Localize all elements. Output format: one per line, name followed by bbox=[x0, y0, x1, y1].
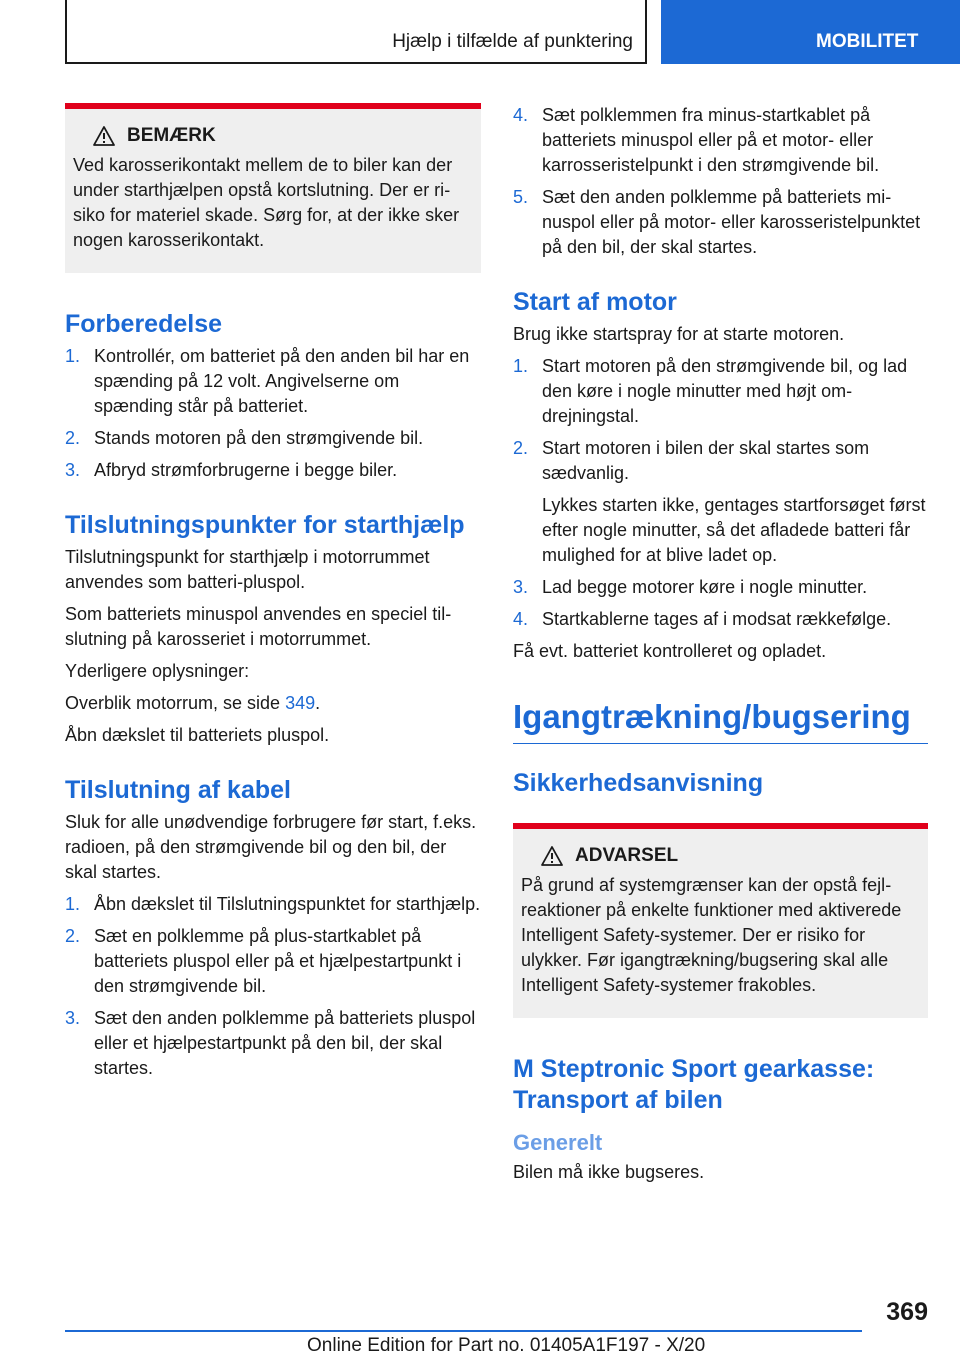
list-subtext: Lykkes starten ikke, gentages startforsøget først efter nogle minutter, så det afladede batteri får mulighed for at blive ladet op. bbox=[542, 495, 926, 565]
list-item: 1. Start motoren på den strømgivende bil, og lad den køre i nogle minutter med højt omdrejningstal. bbox=[513, 356, 908, 426]
warning-icon bbox=[93, 126, 115, 146]
cable-list bbox=[65, 892, 481, 1081]
list-item: 1. Kontrollér, om batteriet på den anden bil har en spænding på 12 volt. Angivelserne om spænding står på batteriet. bbox=[65, 346, 470, 416]
paragraph: Åbn dækslet til batteriets pluspol. bbox=[65, 725, 330, 745]
list-item: 2. Start motoren i bilen der skal startes som sædvanlig. Lykkes starten ikke, gentages startforsøget først efter nogle minutter, så det afladede batteri får mulighed for at blive ladet op. bbox=[513, 436, 928, 568]
list-item: 4. Startkablerne tages af i modsat rækkefølge. bbox=[513, 609, 892, 629]
list-item: 3. Afbryd strømforbrugerne i begge biler. bbox=[65, 460, 398, 480]
paragraph-with-link: Overblik motorrum, se side 349. bbox=[65, 693, 321, 713]
heading-towing: Igangtrækning/bugsering bbox=[513, 695, 928, 744]
list-item: 2. Stands motoren på den strømgivende bil. bbox=[65, 428, 424, 448]
heading-preparation: Forberedelse bbox=[65, 310, 223, 338]
heading-cable-connection: Tilslutning af kabel bbox=[65, 776, 291, 804]
section-tab-label: MOBILITET bbox=[816, 31, 919, 52]
footer-divider bbox=[65, 1330, 862, 1332]
paragraph: Brug ikke startspray for at starte motoren. bbox=[513, 324, 845, 344]
prep-list bbox=[65, 344, 481, 483]
heading-gearbox: M Steptronic Sport gearkasse: Transport af bilen bbox=[513, 1055, 875, 1114]
start-list bbox=[513, 354, 928, 632]
notice-box bbox=[65, 103, 481, 273]
paragraph: Som batteriets minuspol anvendes en speciel tilslutning på karosseriet i motorrummet. bbox=[65, 604, 452, 649]
paragraph: Bilen må ikke bugseres. bbox=[513, 1162, 705, 1182]
paragraph: Tilslutningspunkt for starthjælp i motorrummet anvendes som batteri-pluspol. bbox=[65, 547, 430, 592]
paragraph: Sluk for alle unødvendige forbrugere før start, f.eks. radioen, på den strømgivende bil og den bil, der skal startes. bbox=[65, 812, 477, 882]
page-link[interactable]: 349 bbox=[285, 693, 316, 713]
footer-edition: Online Edition for Part no. 01405A1F197 - X/20 bbox=[307, 1335, 706, 1356]
notice-header bbox=[93, 125, 473, 147]
paragraph: Yderligere oplysninger: bbox=[65, 661, 250, 681]
header-title: Hjælp i tilfælde af punktering bbox=[392, 31, 633, 52]
header-title-box bbox=[65, 0, 647, 64]
notice-label: BEMÆRK bbox=[127, 125, 216, 146]
paragraph: Få evt. batteriet kontrolleret og opladet. bbox=[513, 641, 827, 661]
heading-connection-points: Tilslutningspunkter for starthjælp bbox=[65, 511, 465, 539]
heading-start-engine: Start af motor bbox=[513, 288, 677, 316]
warning-label: ADVARSEL bbox=[575, 845, 679, 866]
warning-icon bbox=[541, 846, 563, 866]
heading-safety: Sikkerhedsanvisning bbox=[513, 769, 764, 797]
page-number: 369 bbox=[886, 1298, 928, 1326]
warning-box bbox=[513, 823, 928, 1018]
section-tab[interactable] bbox=[661, 0, 960, 64]
left-column bbox=[65, 103, 481, 1088]
cable-list-continued bbox=[513, 103, 928, 260]
heading-general: Generelt bbox=[513, 1130, 603, 1155]
list-item: 5. Sæt den anden polklemme på batteriets minuspol eller på motor- eller karosseristelpunktet på den bil, der skal startes. bbox=[513, 187, 921, 257]
list-item: 3. Sæt den anden polklemme på batteriets pluspol eller et hjælpestartpunkt på den bil, der skal startes. bbox=[65, 1008, 476, 1078]
right-column bbox=[513, 103, 928, 1192]
warning-header bbox=[541, 845, 920, 867]
notice-text: Ved karosserikontakt mellem de to biler kan der under starthjælpen opstå kortslutning. Der er risiko for materiel skade. Sørg for, at der ikke sker nogen karosserikontakt. bbox=[73, 155, 460, 250]
list-item: 4. Sæt polklemmen fra minus-startkablet på batteriets minuspol eller på et motor- eller karrosseristelpunkt i den strømgivende bil. bbox=[513, 105, 880, 175]
list-item: 1. Åbn dækslet til Tilslutningspunktet for starthjælp. bbox=[65, 894, 481, 914]
list-item: 3. Lad begge motorer køre i nogle minutter. bbox=[513, 577, 868, 597]
list-item: 2. Sæt en polklemme på plus-startkablet på batteriets pluspol eller på et hjælpestartpunkt i den strømgivende bil. bbox=[65, 926, 462, 996]
warning-text: På grund af systemgrænser kan der opstå fejlreaktioner på enkelte funktioner med aktiverede Intelligent Safety-systemer. Der er risiko for ulykker. Før igangtrækning/bugsering skal alle Intelligent Safety-systemer frakobles. bbox=[521, 875, 902, 995]
